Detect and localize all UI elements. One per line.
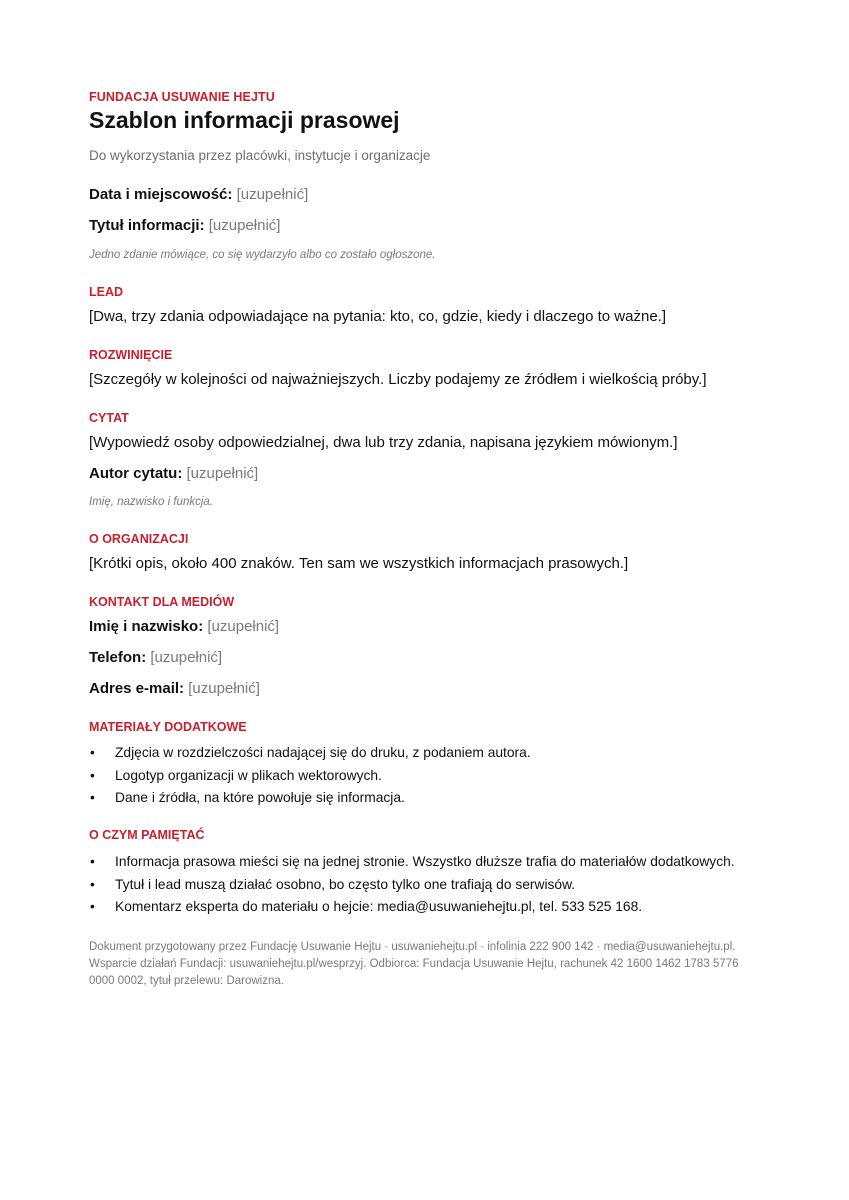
section-heading-remember: O CZYM PAMIĘTAĆ [89, 828, 205, 842]
section-heading-body: ROZWINIĘCIE [89, 348, 173, 362]
headline-value: [uzupełnić] [208, 217, 281, 234]
contact-name-value: [uzupełnić] [207, 618, 280, 635]
date-place-label: Data i miejscowość: [89, 186, 233, 203]
page-title: Szablon informacji prasowej [89, 107, 400, 133]
section-heading-about: O ORGANIZACJI [89, 532, 189, 546]
bullet-icon: • [90, 854, 95, 869]
contact-name-label: Imię i nazwisko: [89, 618, 204, 635]
quote-author-label: Autor cytatu: [89, 465, 183, 482]
list-item-text: Tytuł i lead muszą działać osobno, bo często tylko one trafiają do serwisów. [115, 876, 576, 892]
section-heading-lead: LEAD [89, 285, 124, 299]
list-item [89, 765, 769, 788]
bullet-icon: • [90, 876, 95, 892]
contact-name-field [89, 617, 769, 637]
materials-list [89, 742, 769, 810]
contact-email-label: Adres e-mail: [89, 680, 185, 697]
bullet-icon: • [90, 899, 95, 914]
lead-placeholder-text: [Dwa, trzy zdania odpowiadające na pytania: kto, co, gdzie, kiedy i dlaczego to ważne.] [89, 308, 666, 325]
list-item-text: Zdjęcia w rozdzielczości nadającej się do druku, z podaniem autora. [115, 745, 531, 760]
about-placeholder-text: [Krótki opis, około 400 znaków. Ten sam we wszystkich informacjach prasowych.] [89, 555, 629, 572]
document-footer [89, 939, 769, 990]
page-subtitle: Do wykorzystania przez placówki, instytucje i organizacje [89, 148, 431, 163]
headline-label: Tytuł informacji: [89, 217, 205, 234]
footer-line-2: Wsparcie działań Fundacji: usuwaniehejtu.pl/wesprzyj. Odbiorca: Fundacja Usuwanie Hejtu, rachunek 42 1600 1462 1783 5776 [89, 958, 739, 970]
section-heading-materials: MATERIAŁY DODATKOWE [89, 720, 247, 734]
list-item-text: Komentarz eksperta do materiału o hejcie: media@usuwaniehejtu.pl, tel. 533 525 168. [115, 899, 643, 914]
contact-email-value: [uzupełnić] [188, 680, 260, 697]
footer-line-1: Dokument przygotowany przez Fundację Usuwanie Hejtu · usuwaniehejtu.pl · infolinia 222 900 142 · media@usuwaniehejtu.pl. [89, 941, 736, 953]
list-item-text: Dane i źródła, na które powołuje się informacja. [115, 790, 405, 805]
quote-author-field [89, 464, 769, 484]
remember-list [89, 851, 769, 919]
list-item-text: Logotyp organizacji w plikach wektorowych. [115, 767, 382, 783]
date-place-field [89, 185, 769, 205]
contact-phone-field [89, 648, 769, 668]
section-heading-quote: CYTAT [89, 411, 129, 425]
organization-name: FUNDACJA USUWANIE HEJTU [89, 90, 275, 104]
body-placeholder-text: [Szczegóły w kolejności od najważniejszych. Liczby podajemy ze źródłem i wielkością próby.] [89, 371, 707, 388]
headline-hint: Jedno zdanie mówiące, co się wydarzyło albo co zostało ogłoszone. [89, 249, 436, 261]
contact-phone-label: Telefon: [89, 649, 147, 666]
bullet-icon: • [90, 745, 95, 760]
section-heading-contact: KONTAKT DLA MEDIÓW [89, 595, 235, 609]
contact-email-field [89, 679, 769, 699]
list-item [89, 896, 769, 919]
bullet-icon: • [90, 767, 95, 783]
contact-phone-value: [uzupełnić] [150, 649, 223, 666]
footer-line-3: 0000 0002, tytuł przelewu: Darowizna. [89, 975, 284, 987]
quote-placeholder-text: [Wypowiedź osoby odpowiedzialnej, dwa lub trzy zdania, napisana językiem mówionym.] [89, 434, 678, 451]
list-item [89, 742, 769, 765]
bullet-icon: • [90, 790, 95, 805]
headline-field [89, 216, 769, 236]
list-item-text: Informacja prasowa mieści się na jednej stronie. Wszystko dłuższe trafia do materiałów dodatkowych. [115, 854, 735, 869]
quote-author-value: [uzupełnić] [186, 465, 259, 482]
list-item [89, 787, 769, 810]
quote-author-hint: Imię, nazwisko i funkcja. [89, 496, 213, 508]
list-item [89, 851, 769, 874]
list-item [89, 874, 769, 897]
date-place-value: [uzupełnić] [236, 186, 309, 203]
